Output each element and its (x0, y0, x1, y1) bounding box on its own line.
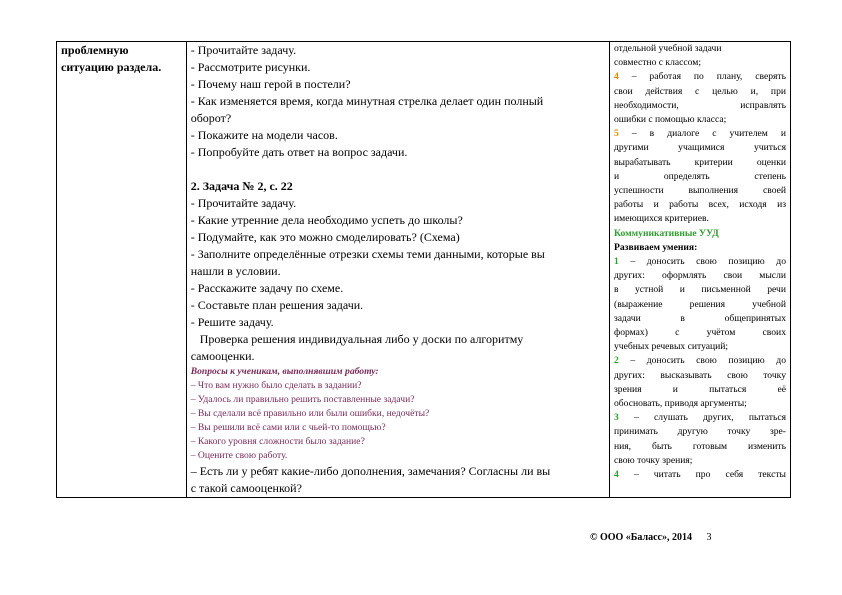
final-line: с такой самооценкой? (190, 481, 302, 495)
uud-item-line: необходимости, исправлять (614, 99, 786, 111)
check-line: самооценки. (190, 349, 255, 363)
lesson-table (56, 41, 791, 498)
uud-item-line: других: оформлять свои мысли (614, 270, 786, 282)
uud-item-line: 2 – доносить свою позицию до (614, 355, 786, 367)
intro-line: оборот? (190, 111, 232, 125)
task-line: - Решите задачу. (190, 315, 274, 329)
task-line: нашли в условии. (190, 264, 281, 278)
uud-item-line: другими учащимися учиться (614, 142, 786, 154)
uud-item-line: работы и работы всех, исходя из (614, 199, 786, 211)
item-number: 5 (614, 128, 619, 140)
item-number: 4 (614, 469, 619, 481)
spacer (191, 161, 605, 178)
intro-line: - Рассмотрите рисунки. (190, 60, 311, 74)
stage-cell (57, 42, 187, 498)
page-footer (590, 532, 712, 543)
intro-line: - Попробуйте дать ответ на вопрос задачи. (190, 145, 408, 159)
uud-item-line: задачи в общепринятых (614, 312, 786, 324)
stage-line-2: ситуацию раздела. (61, 60, 162, 74)
copyright-text: © ООО «Баласс», 2014 (590, 532, 692, 543)
question-item: – Какого уровня сложности было задание? (190, 436, 365, 447)
table-row (57, 42, 791, 498)
uud-item-line: ния, быть готовым изменить (614, 440, 786, 452)
final-line: – Есть ли у ребят какие-либо дополнения, замечания? Согласны ли вы (190, 464, 551, 478)
communicative-title: Коммуникативные УУД (614, 227, 719, 239)
item-number: 1 (614, 256, 619, 268)
uud-line: совместно с классом; (614, 57, 701, 69)
check-line: Проверка решения индивидуальная либо у доски по алгоритму (190, 332, 524, 346)
uud-item-line: других: высказывать свою точку (614, 369, 786, 381)
task-line: - Какие утренние дела необходимо успеть до школы? (190, 213, 463, 227)
uud-item-line: 5 – в диалоге с учителем и (614, 128, 786, 140)
task-line: - Заполните определённые отрезки схемы теми данными, которые вы (190, 247, 545, 261)
task-line: - Прочитайте задачу. (190, 196, 297, 210)
intro-line: - Почему наш герой в постели? (190, 77, 351, 91)
question-item: – Что вам нужно было сделать в задании? (190, 380, 362, 391)
task-title: 2. Задача № 2, с. 22 (190, 179, 293, 193)
uud-item-line: обосновать, приводя аргументы; (614, 398, 747, 410)
task-line: - Составьте план решения задачи. (190, 298, 364, 312)
question-item: – Оцените свою работу. (190, 450, 288, 461)
uud-item-line: формах) с учётом своих (614, 327, 786, 339)
uud-item-line: 4 – читать про себя тексты (614, 469, 786, 481)
uud-item-line: в устной и письменной речи (614, 284, 786, 296)
uud-item-line: 4 – работая по плану, сверять (614, 71, 786, 83)
intro-line: - Прочитайте задачу. (190, 43, 297, 57)
intro-line: - Покажите на модели часов. (190, 128, 338, 142)
item-number: 3 (614, 412, 619, 424)
uud-item-line: вырабатывать критерии оценки (614, 156, 786, 168)
question-item: – Вы решили всё сами или с чьей-то помощью? (190, 422, 386, 433)
uud-item-line: успешности выполнения своей (614, 185, 786, 197)
page-number: 3 (706, 532, 712, 543)
uud-item-line: имеющихся критериев. (614, 213, 709, 225)
task-line: - Расскажите задачу по схеме. (190, 281, 344, 295)
uud-item-line: и определять степень (614, 170, 786, 182)
uud-cell (610, 42, 791, 498)
uud-item-line: свои действия с целью и, при (614, 85, 786, 97)
item-number: 2 (614, 355, 619, 367)
develop-skills-label: Развиваем умения: (614, 241, 698, 253)
uud-item-line: (выражение решения учебной (614, 298, 786, 310)
uud-item-line: учебных речевых ситуаций; (614, 341, 729, 353)
uud-item-line: принимать другую точку зре- (614, 426, 786, 438)
uud-item-line: 1 – доносить свою позицию до (614, 256, 786, 268)
task-line: - Подумайте, как это можно смоделировать? (Схема) (190, 230, 460, 244)
uud-line: отдельной учебной задачи (614, 43, 722, 54)
uud-item-line: ошибки с помощью класса; (614, 114, 727, 126)
stage-line-1: проблемную (61, 43, 129, 57)
questions-title: Вопросы к ученикам, выполнявшим работу: (190, 366, 379, 377)
uud-item-line: 3 – слушать других, пытаться (614, 412, 786, 424)
uud-item-line: зрения и пытаться её (614, 383, 786, 395)
teacher-activity-cell (186, 42, 609, 498)
question-item: – Удалось ли правильно решить поставленные задачи? (190, 394, 415, 405)
uud-item-line: свою точку зрения; (614, 454, 693, 466)
intro-line: - Как изменяется время, когда минутная стрелка делает один полный (190, 94, 544, 108)
question-item: – Вы сделали всё правильно или были ошибки, недочёты? (190, 408, 430, 419)
item-number: 4 (614, 71, 619, 83)
